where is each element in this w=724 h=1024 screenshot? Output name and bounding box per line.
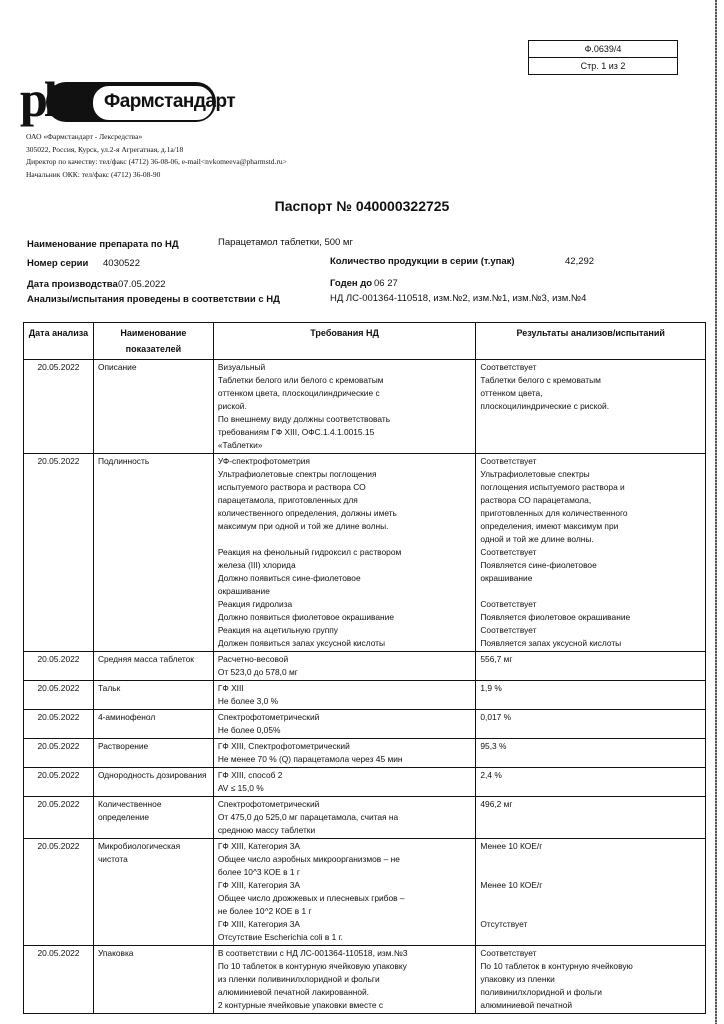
requirement-line: Ультрафиолетовые спектры поглощения xyxy=(217,469,377,479)
result-line: оттенком цвета, xyxy=(480,388,543,398)
company-info xyxy=(26,131,287,181)
okk-head-contact: Начальник ОКК: тел/факс (4712) 36-08-90 xyxy=(26,169,161,179)
result-line: 1,9 % xyxy=(480,683,502,693)
requirement-line: требованиям ГФ XIII, ОФС.1.4.1.0015.15 xyxy=(217,427,375,437)
product-label: Наименование препарата по НД xyxy=(27,239,179,250)
requirement-line: От 523,0 до 578,0 мг xyxy=(217,667,298,677)
page-indicator: Стр. 1 из 2 xyxy=(529,57,677,74)
cell-results xyxy=(476,739,706,768)
requirement-line: Не более 0,05% xyxy=(217,725,281,735)
cell-date: 20.05.2022 xyxy=(24,839,94,946)
result-line: Появляется сине-фиолетовое xyxy=(480,560,597,570)
cell-requirements xyxy=(213,797,476,839)
table-row xyxy=(24,839,706,946)
cell-results xyxy=(476,360,706,454)
table-row xyxy=(24,681,706,710)
header-requirements: Требования НД xyxy=(213,323,476,360)
production-date-label: Дата производства xyxy=(27,279,118,290)
cell-indicator: Количественное определение xyxy=(93,797,213,839)
requirement-line: ГФ XIII, Категория 3А xyxy=(217,880,301,890)
requirement-line: алюминиевой печатной лакированной. xyxy=(217,987,369,997)
requirement-line: железа (III) хлорида xyxy=(217,560,296,570)
result-line: Менее 10 КОЕ/г xyxy=(480,841,543,851)
result-line: определения, имеют максимум при xyxy=(480,521,619,531)
cell-date: 20.05.2022 xyxy=(24,946,94,1014)
requirement-line: 2 контурные ячейковые упаковки вместе с xyxy=(217,1000,384,1010)
passport-title: Паспорт № 040000322725 xyxy=(274,198,450,214)
requirement-line: Спектрофотометрический xyxy=(217,712,320,722)
result-line: Появляется фиолетовое окрашивание xyxy=(480,612,631,622)
result-line: 0,017 % xyxy=(480,712,512,722)
logo-mark: phs xyxy=(20,71,84,127)
requirement-line: Реакция гидролиза xyxy=(217,599,293,609)
requirement-line: Реакция на ацетильную группу xyxy=(217,625,338,635)
requirement-line: «Таблетки» xyxy=(217,440,263,450)
result-line: Менее 10 КОЕ/г xyxy=(480,880,543,890)
result-line: плоскоцилиндрические с риской. xyxy=(480,401,610,411)
requirement-line: риской. xyxy=(217,401,247,411)
series-value: 4030522 xyxy=(103,258,140,269)
cell-date: 20.05.2022 xyxy=(24,360,94,454)
cell-results xyxy=(476,946,706,1014)
requirement-line: Должно появиться фиолетовое окрашивание xyxy=(217,612,394,622)
cell-indicator: Растворение xyxy=(93,739,213,768)
cell-requirements xyxy=(213,839,476,946)
requirement-line: максимум при одной и той же длине волны. xyxy=(217,521,389,531)
form-code-box xyxy=(528,40,678,75)
result-line: поглощения испытуемого раствора и xyxy=(480,482,625,492)
company-address: 305022, Россия, Курск, ул.2-я Агрегатная, д.1а/18 xyxy=(26,144,184,154)
table-row xyxy=(24,454,706,652)
quantity-label: Количество продукции в серии (т.упак) xyxy=(330,256,515,267)
table-row xyxy=(24,710,706,739)
result-line: приготовленных для количественного xyxy=(480,508,628,518)
requirement-line: из пленки поливинилхлоридной и фольги xyxy=(217,974,380,984)
requirement-line: От 475,0 до 525,0 мг парацетамола, считая на xyxy=(217,812,399,822)
requirement-line: оттенком цвета, плоскоцилиндрические с xyxy=(217,388,380,398)
result-line: одной и той же длине волны. xyxy=(480,534,594,544)
requirement-line: парацетамола, приготовленных для xyxy=(217,495,358,505)
result-line: По 10 таблеток в контурную ячейковую xyxy=(480,961,633,971)
cell-results xyxy=(476,768,706,797)
expiry-value: 06 27 xyxy=(374,278,398,289)
table-row xyxy=(24,739,706,768)
requirement-line: Должно появиться сине-фиолетовое xyxy=(217,573,361,583)
result-line xyxy=(480,905,701,918)
result-line: Появляется запах уксусной кислоты xyxy=(480,638,622,648)
cell-indicator: Подлинность xyxy=(93,454,213,652)
cell-indicator: Микробиологическая чистота xyxy=(93,839,213,946)
cell-date: 20.05.2022 xyxy=(24,454,94,652)
cell-requirements xyxy=(213,710,476,739)
cell-results xyxy=(476,839,706,946)
result-line: 95,3 % xyxy=(480,741,507,751)
cell-requirements xyxy=(213,454,476,652)
requirement-line: Общее число дрожжевых и плесневых грибов – xyxy=(217,893,405,903)
requirement-line: окрашивание xyxy=(217,586,270,596)
table-row xyxy=(24,797,706,839)
requirement-line: Общее число аэробных микроорганизмов – не xyxy=(217,854,400,864)
cell-indicator: Описание xyxy=(93,360,213,454)
cell-results xyxy=(476,681,706,710)
requirement-line: испытуемого раствора и раствора СО xyxy=(217,482,366,492)
company-name: ОАО «Фармстандарт - Лексредства» xyxy=(26,132,143,141)
requirement-line: среднюю массу таблетки xyxy=(217,825,316,835)
result-line: упаковку из пленки xyxy=(480,974,555,984)
table-header-row xyxy=(24,323,706,360)
result-line: Соответствует xyxy=(480,625,537,635)
requirement-line: Не более 3,0 % xyxy=(217,696,279,706)
result-line: Соответствует xyxy=(480,456,537,466)
result-line: Соответствует xyxy=(480,547,537,557)
cell-date: 20.05.2022 xyxy=(24,739,94,768)
result-line xyxy=(480,853,701,866)
requirement-line: В соответствии с НД ЛС-001364-110518, изм.№3 xyxy=(217,948,408,958)
requirement-line: ГФ XIII, Категория 3А xyxy=(217,919,301,929)
table-row xyxy=(24,360,706,454)
cell-date: 20.05.2022 xyxy=(24,797,94,839)
table-row xyxy=(24,946,706,1014)
table-row xyxy=(24,768,706,797)
cell-results xyxy=(476,652,706,681)
requirement-line: По 10 таблеток в контурную ячейковую упаковку xyxy=(217,961,407,971)
cell-requirements xyxy=(213,946,476,1014)
logo-brand-name: Фармстандарт xyxy=(104,91,236,112)
analysis-basis-label: Анализы/испытания проведены в соответствии с НД xyxy=(27,294,280,305)
requirement-line: По внешнему виду должны соответствовать xyxy=(217,414,391,424)
cell-indicator: Упаковка xyxy=(93,946,213,1014)
cell-requirements xyxy=(213,652,476,681)
cell-date: 20.05.2022 xyxy=(24,681,94,710)
result-line: Таблетки белого с кремоватым xyxy=(480,375,601,385)
result-line: Соответствует xyxy=(480,362,537,372)
result-line: Отсутствует xyxy=(480,919,528,929)
header-date: Дата анализа xyxy=(24,323,94,360)
series-label: Номер серии xyxy=(27,258,89,269)
cell-requirements xyxy=(213,768,476,797)
requirement-line xyxy=(218,533,472,546)
quality-director-contact: Директор по качеству: тел/факс (4712) 36-08-06, e-mail<nvkomeeva@pharmstd.ru> xyxy=(26,157,287,166)
result-line: окрашивание xyxy=(480,573,533,583)
requirement-line: ГФ XIII xyxy=(217,683,244,693)
cell-date: 20.05.2022 xyxy=(24,652,94,681)
result-line: 556,7 мг xyxy=(480,654,513,664)
cell-indicator: Средняя масса таблеток xyxy=(93,652,213,681)
result-line: алюминиевой печатной xyxy=(480,1000,573,1010)
production-date-value: 07.05.2022 xyxy=(118,279,166,290)
result-line xyxy=(480,585,701,598)
product-value: Парацетамол таблетки, 500 мг xyxy=(218,237,353,248)
requirement-line: Должен появиться запах уксусной кислоты xyxy=(217,638,386,648)
analysis-basis-value: НД ЛС-001364-110518, изм.№2, изм.№1, изм.№3, изм.№4 xyxy=(330,293,587,304)
requirement-line: УФ-спектрофотометрия xyxy=(217,456,310,466)
result-line xyxy=(480,866,701,879)
requirement-line: ГФ XIII, Категория 3А xyxy=(217,841,301,851)
table-row xyxy=(24,652,706,681)
requirement-line: количественного определения, должны иметь xyxy=(217,508,397,518)
requirement-line: ГФ XIII, Спектрофотометрический xyxy=(217,741,350,751)
requirement-line: не более 10^2 КОЕ в 1 г xyxy=(217,906,312,916)
scan-edge-line xyxy=(715,0,717,1024)
cell-indicator: 4-аминофенол xyxy=(93,710,213,739)
requirement-line: Визуальный xyxy=(217,362,266,372)
header-indicator: Наименование показателей xyxy=(93,323,213,360)
requirement-line: Спектрофотометрический xyxy=(217,799,320,809)
header-results: Результаты анализов/испытаний xyxy=(476,323,706,360)
result-line: раствора СО парацетамола, xyxy=(480,495,592,505)
expiry-label: Годен до xyxy=(330,278,373,289)
result-line: 2,4 % xyxy=(480,770,502,780)
cell-indicator: Однородность дозирования xyxy=(93,768,213,797)
result-line: 496,2 мг xyxy=(480,799,513,809)
cell-requirements xyxy=(213,681,476,710)
result-line: Соответствует xyxy=(480,948,537,958)
form-code: Ф.0639/4 xyxy=(584,44,622,54)
cell-results xyxy=(476,797,706,839)
cell-date: 20.05.2022 xyxy=(24,710,94,739)
analysis-results-table xyxy=(23,322,706,1014)
result-line: Ультрафиолетовые спектры xyxy=(480,469,590,479)
cell-results xyxy=(476,454,706,652)
cell-results xyxy=(476,710,706,739)
requirement-line: Отсутствие Escherichia coli в 1 г. xyxy=(217,932,343,942)
cell-requirements xyxy=(213,360,476,454)
result-line xyxy=(480,892,701,905)
cell-indicator: Тальк xyxy=(93,681,213,710)
requirement-line: Реакция на фенольный гидроксил с раствором xyxy=(217,547,402,557)
quantity-value: 42,292 xyxy=(565,256,595,267)
requirement-line: AV ≤ 15,0 % xyxy=(217,783,264,793)
requirement-line: Не менее 70 % (Q) парацетамола через 45 мин xyxy=(217,754,403,764)
cell-date: 20.05.2022 xyxy=(24,768,94,797)
cell-requirements xyxy=(213,739,476,768)
requirement-line: более 10^3 КОЕ в 1 г xyxy=(217,867,300,877)
result-line: поливинилхлоридной и фольги xyxy=(480,987,602,997)
result-line: Соответствует xyxy=(480,599,537,609)
requirement-line: Расчетно-весовой xyxy=(217,654,289,664)
requirement-line: ГФ XIII, способ 2 xyxy=(217,770,283,780)
company-logo xyxy=(20,71,236,127)
requirement-line: Таблетки белого или белого с кремоватым xyxy=(217,375,384,385)
